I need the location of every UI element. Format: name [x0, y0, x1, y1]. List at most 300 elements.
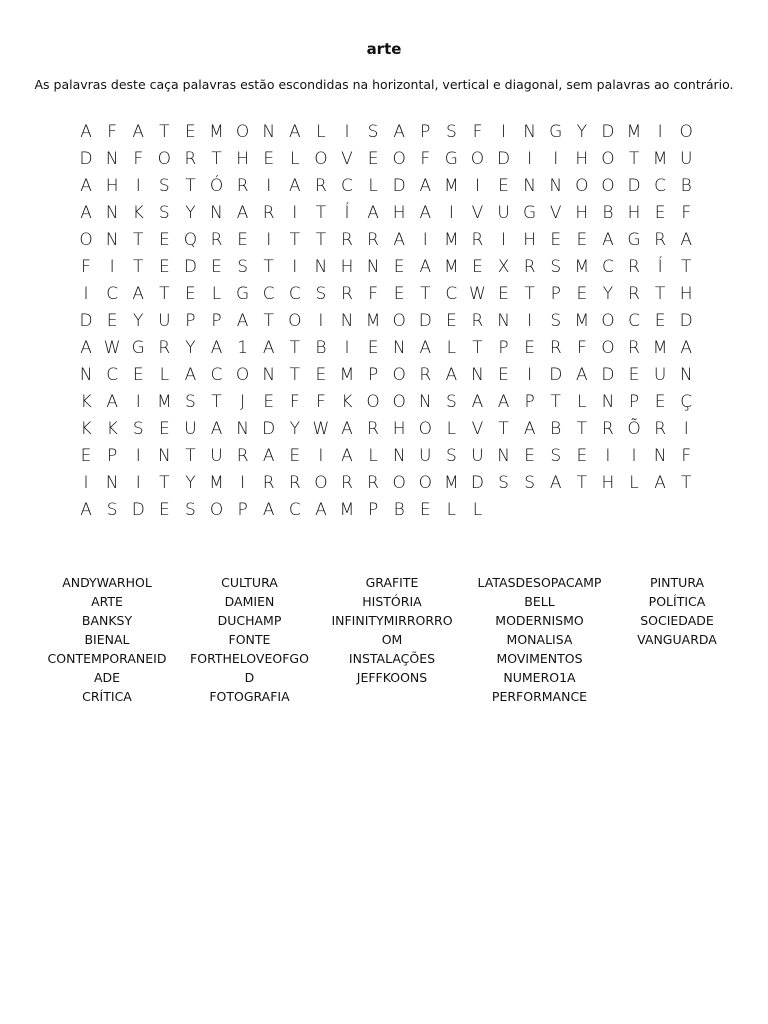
grid-letter: S: [550, 445, 562, 466]
grid-letter: I: [135, 445, 141, 466]
grid-letter: I: [83, 283, 89, 304]
grid-letter: T: [681, 256, 692, 277]
grid-letter: O: [392, 148, 406, 169]
grid-letter: Õ: [627, 418, 641, 439]
grid-letter: N: [497, 445, 510, 466]
grid-letter: N: [471, 364, 484, 385]
grid-letter: F: [107, 121, 118, 142]
grid-letter: E: [315, 364, 327, 385]
word-item: FONTE: [228, 632, 271, 647]
grid-letter: C: [262, 283, 275, 304]
grid-letter: F: [133, 148, 144, 169]
grid-letter: M: [365, 310, 381, 331]
grid-letter: R: [158, 337, 171, 358]
grid-letter: R: [628, 256, 640, 277]
grid-letter: T: [289, 364, 300, 385]
word-item: DAMIEN: [224, 594, 275, 609]
grid-letter: R: [262, 472, 275, 493]
grid-letter: M: [444, 256, 459, 277]
grid-letter: L: [368, 175, 378, 196]
grid-letter: D: [497, 148, 511, 169]
word-item: BELL: [524, 594, 555, 609]
grid-letter: I: [292, 202, 298, 223]
grid-letter: I: [135, 175, 141, 196]
grid-letter: A: [367, 202, 379, 223]
grid-letter: O: [314, 472, 328, 493]
grid-letter: A: [523, 418, 536, 439]
grid-letter: I: [318, 445, 324, 466]
grid-letter: M: [339, 499, 355, 520]
grid-letter: D: [679, 310, 693, 331]
word-item: VANGUARDA: [637, 632, 717, 647]
grid-letter: N: [418, 391, 432, 412]
grid-letter: E: [576, 229, 588, 250]
word-item: ARTE: [91, 594, 123, 609]
grid-letter: T: [159, 121, 170, 142]
grid-letter: H: [679, 283, 693, 304]
grid-letter: E: [289, 445, 301, 466]
grid-letter: M: [652, 337, 668, 358]
grid-letter: S: [185, 499, 196, 520]
grid-letter: R: [184, 148, 197, 169]
grid-letter: T: [654, 283, 666, 304]
grid-letter: C: [210, 364, 223, 385]
grid-letter: E: [445, 310, 457, 331]
grid-letter: L: [577, 391, 587, 412]
grid-letter: A: [419, 256, 432, 277]
grid-letter: E: [393, 256, 405, 277]
grid-letter: L: [290, 148, 300, 169]
grid-letter: D: [601, 121, 615, 142]
grid-letter: T: [133, 229, 144, 250]
word-item: MOVIMENTOS: [496, 651, 583, 666]
grid-letter: O: [157, 148, 172, 169]
grid-letter: Í: [344, 202, 350, 223]
grid-letter: N: [105, 202, 119, 223]
grid-letter: E: [367, 148, 379, 169]
grid-letter: E: [80, 445, 92, 466]
word-list: [42, 573, 732, 706]
grid-letter: K: [132, 202, 144, 223]
word-item: BANKSY: [81, 613, 133, 628]
grid-letter: S: [237, 256, 248, 277]
grid-letter: T: [289, 229, 300, 250]
word-item: GRAFITE: [365, 575, 419, 590]
grid-letter: U: [653, 364, 667, 385]
word-item: PERFORMANCE: [491, 689, 588, 704]
grid-letter: F: [81, 256, 91, 277]
grid-letter: A: [497, 391, 510, 412]
grid-letter: I: [344, 337, 350, 358]
grid-letter: A: [471, 391, 484, 412]
grid-letter: H: [392, 202, 406, 223]
grid-letter: G: [627, 229, 641, 250]
grid-letter: F: [681, 202, 692, 223]
grid-letter: Y: [185, 202, 196, 223]
grid-letter: D: [79, 310, 93, 331]
grid-letter: R: [628, 337, 640, 358]
grid-letter: B: [315, 337, 327, 358]
grid-letter: M: [444, 472, 459, 493]
grid-letter: A: [262, 337, 275, 358]
grid-letter: T: [315, 229, 327, 250]
grid-letter: U: [497, 202, 510, 223]
grid-letter: S: [106, 499, 118, 520]
grid-letter: R: [471, 310, 484, 331]
grid-letter: F: [681, 445, 692, 466]
grid-letter: K: [106, 418, 118, 439]
grid-letter: T: [420, 283, 431, 304]
grid-letter: N: [157, 445, 171, 466]
grid-letter: M: [209, 472, 224, 493]
grid-letter: O: [601, 148, 615, 169]
grid-letter: B: [680, 175, 692, 196]
grid-letter: V: [549, 202, 562, 223]
grid-letter: O: [314, 148, 328, 169]
grid-letter: I: [135, 391, 141, 412]
grid-letter: T: [681, 472, 692, 493]
grid-letter: A: [393, 229, 405, 250]
grid-letter: R: [367, 229, 379, 250]
grid-letter: N: [314, 256, 328, 277]
grid-letter: E: [263, 148, 275, 169]
grid-letter: R: [549, 337, 562, 358]
grid-letter: E: [498, 364, 509, 385]
grid-letter: E: [498, 283, 509, 304]
grid-letter: D: [183, 256, 197, 277]
grid-letter: N: [236, 418, 249, 439]
grid-letter: U: [471, 445, 484, 466]
grid-letter: B: [602, 202, 614, 223]
grid-letter: D: [392, 175, 406, 196]
grid-letter: N: [392, 445, 406, 466]
grid-letter: O: [418, 418, 432, 439]
grid-letter: S: [550, 310, 562, 331]
grid-letter: R: [628, 283, 640, 304]
grid-letter: S: [498, 472, 509, 493]
grid-letter: E: [263, 391, 275, 412]
grid-letter: O: [418, 472, 432, 493]
grid-letter: O: [601, 337, 615, 358]
grid-letter: I: [501, 121, 507, 142]
grid-letter: R: [654, 418, 667, 439]
word-item: INSTALAÇÕES: [348, 651, 436, 666]
word-item: FORTHELOVEOFGO: [190, 651, 309, 666]
grid-letter: R: [367, 418, 379, 439]
grid-letter: I: [266, 229, 272, 250]
grid-letter: F: [289, 391, 300, 412]
grid-letter: U: [210, 445, 223, 466]
word-item: FOTOGRAFIA: [209, 689, 290, 704]
grid-letter: E: [211, 256, 222, 277]
grid-letter: N: [366, 256, 380, 277]
grid-letter: C: [445, 283, 458, 304]
grid-letter: I: [527, 148, 533, 169]
grid-letter: T: [263, 310, 274, 331]
grid-letter: O: [392, 472, 406, 493]
grid-letter: G: [444, 148, 458, 169]
grid-letter: E: [185, 283, 196, 304]
grid-letter: I: [553, 148, 559, 169]
grid-letter: E: [393, 283, 405, 304]
word-item: JEFFKOONS: [356, 670, 428, 685]
grid-letter: P: [498, 337, 509, 358]
grid-letter: M: [156, 391, 172, 412]
grid-letter: A: [236, 202, 249, 223]
grid-letter: O: [366, 391, 380, 412]
word-item: LATASDESOPACAMP: [477, 575, 602, 590]
grid-letter: G: [131, 337, 145, 358]
grid-letter: M: [626, 121, 642, 142]
word-item: CONTEMPORANEID: [47, 651, 167, 666]
grid-letter: N: [601, 391, 615, 412]
grid-letter: A: [132, 121, 145, 142]
grid-letter: D: [79, 148, 93, 169]
grid-letter: W: [312, 418, 330, 439]
grid-letter: I: [448, 202, 454, 223]
grid-letter: F: [368, 283, 378, 304]
word-item: MODERNISMO: [495, 613, 584, 628]
grid-letter: L: [446, 499, 457, 520]
grid-letter: N: [549, 175, 563, 196]
grid-letter: M: [652, 148, 668, 169]
grid-letter: C: [601, 256, 614, 277]
grid-letter: L: [211, 283, 222, 304]
grid-letter: I: [605, 445, 611, 466]
grid-letter: X: [497, 256, 510, 277]
grid-letter: P: [628, 391, 640, 412]
grid-letter: P: [211, 310, 222, 331]
grid-letter: T: [550, 391, 561, 412]
grid-letter: A: [80, 175, 92, 196]
grid-letter: N: [105, 229, 119, 250]
grid-letter: U: [419, 445, 432, 466]
grid-letter: R: [341, 283, 353, 304]
grid-letter: O: [209, 499, 224, 520]
grid-letter: A: [393, 121, 405, 142]
grid-letter: L: [472, 499, 483, 520]
grid-letter: W: [103, 337, 121, 358]
grid-letter: C: [106, 283, 119, 304]
grid-letter: L: [629, 472, 639, 493]
grid-letter: G: [549, 121, 563, 142]
grid-letter: B: [393, 499, 405, 520]
grid-letter: R: [288, 472, 301, 493]
grid-letter: T: [211, 391, 222, 412]
grid-letter: M: [209, 121, 224, 142]
grid-letter: A: [106, 391, 118, 412]
grid-letter: A: [549, 472, 562, 493]
grid-letter: R: [210, 229, 223, 250]
grid-letter: P: [107, 445, 118, 466]
grid-letter: M: [339, 364, 355, 385]
grid-letter: T: [524, 283, 535, 304]
grid-letter: H: [575, 148, 589, 169]
grid-letter: H: [627, 202, 641, 223]
grid-letter: A: [210, 418, 223, 439]
grid-letter: E: [524, 337, 536, 358]
grid-letter: Ó: [209, 175, 224, 196]
grid-letter: I: [266, 175, 272, 196]
grid-letter: E: [576, 283, 588, 304]
grid-letter: P: [550, 283, 561, 304]
grid-letter: H: [575, 202, 589, 223]
grid-letter: I: [318, 310, 324, 331]
grid-letter: P: [420, 121, 431, 142]
grid-letter: O: [470, 148, 485, 169]
grid-letter: E: [367, 337, 379, 358]
grid-letter: U: [158, 310, 171, 331]
grid-letter: R: [471, 229, 484, 250]
grid-letter: A: [288, 121, 301, 142]
word-item: POLÍTICA: [648, 594, 706, 609]
grid-letter: L: [159, 364, 170, 385]
grid-letter: A: [80, 337, 92, 358]
grid-letter: A: [236, 310, 249, 331]
grid-letter: I: [631, 445, 637, 466]
grid-letter: D: [418, 310, 432, 331]
grid-letter: O: [392, 364, 406, 385]
grid-letter: N: [262, 364, 276, 385]
grid-letter: N: [105, 148, 119, 169]
grid-letter: A: [288, 175, 301, 196]
grid-letter: Q: [183, 229, 198, 250]
grid-letter: D: [262, 418, 276, 439]
word-item: OM: [381, 632, 403, 647]
grid-letter: I: [501, 229, 507, 250]
grid-letter: G: [236, 283, 250, 304]
word-item: CULTURA: [221, 575, 278, 590]
grid-letter: C: [288, 499, 301, 520]
grid-letter: A: [419, 337, 432, 358]
grid-letter: P: [524, 391, 535, 412]
grid-letter: I: [474, 175, 480, 196]
grid-letter: U: [679, 148, 693, 169]
word-item: SOCIEDADE: [640, 613, 714, 628]
grid-letter: H: [105, 175, 119, 196]
grid-letter: Y: [289, 418, 300, 439]
grid-letter: A: [315, 499, 327, 520]
grid-letter: E: [106, 310, 118, 331]
grid-letter: Y: [185, 472, 196, 493]
grid-letter: T: [159, 283, 170, 304]
grid-letter: F: [316, 391, 326, 412]
word-column: [185, 573, 315, 706]
grid-letter: L: [316, 121, 326, 142]
grid-letter: I: [657, 121, 663, 142]
grid-letter: A: [132, 283, 145, 304]
grid-letter: O: [235, 364, 250, 385]
grid-letter: G: [523, 202, 537, 223]
grid-letter: N: [392, 337, 406, 358]
grid-letter: S: [445, 121, 457, 142]
grid-letter: D: [627, 175, 641, 196]
grid-letter: R: [523, 256, 536, 277]
grid-letter: T: [628, 148, 640, 169]
grid-letter: O: [679, 121, 693, 142]
word-item: PINTURA: [649, 575, 705, 590]
grid-letter: H: [523, 229, 537, 250]
grid-letter: T: [159, 472, 170, 493]
grid-letter: L: [446, 337, 457, 358]
word-search-grid: [73, 118, 700, 523]
grid-letter: Ç: [680, 391, 693, 412]
grid-letter: E: [158, 499, 170, 520]
grid-letter: R: [341, 472, 353, 493]
grid-letter: R: [654, 229, 667, 250]
grid-letter: E: [654, 310, 666, 331]
word-column: [327, 573, 457, 706]
grid-letter: C: [341, 175, 353, 196]
grid-letter: O: [575, 175, 589, 196]
grid-letter: U: [184, 418, 197, 439]
grid-letter: I: [135, 472, 141, 493]
grid-letter: D: [131, 499, 145, 520]
word-item: HISTÓRIA: [362, 594, 422, 609]
grid-letter: J: [240, 391, 246, 412]
grid-letter: A: [654, 472, 666, 493]
word-item: MONALISA: [506, 632, 573, 647]
grid-letter: O: [235, 121, 250, 142]
word-item: INFINITYMIRRORRO: [331, 613, 453, 628]
grid-letter: C: [654, 175, 667, 196]
grid-letter: E: [158, 256, 170, 277]
grid-letter: E: [550, 229, 562, 250]
grid-letter: R: [314, 175, 327, 196]
word-column: [42, 573, 172, 706]
grid-letter: T: [185, 445, 196, 466]
grid-letter: T: [289, 337, 300, 358]
grid-letter: E: [654, 391, 666, 412]
grid-letter: S: [132, 418, 144, 439]
grid-letter: A: [80, 499, 92, 520]
grid-letter: K: [80, 391, 92, 412]
grid-letter: D: [601, 364, 615, 385]
word-item: DUCHAMP: [217, 613, 282, 628]
grid-letter: M: [444, 175, 459, 196]
grid-letter: P: [367, 364, 379, 385]
grid-letter: N: [679, 364, 693, 385]
grid-letter: I: [683, 418, 689, 439]
grid-letter: R: [236, 445, 249, 466]
grid-letter: H: [340, 256, 354, 277]
grid-letter: P: [185, 310, 196, 331]
grid-letter: O: [288, 310, 302, 331]
grid-letter: Y: [576, 121, 588, 142]
grid-letter: N: [210, 202, 223, 223]
word-item: D: [244, 670, 255, 685]
grid-letter: M: [574, 310, 590, 331]
grid-letter: Y: [602, 283, 614, 304]
grid-letter: A: [419, 202, 432, 223]
instructions-text: As palavras deste caça palavras estão escondidas na horizontal, vertical e diagonal, sem palavras ao contrário.: [34, 77, 734, 92]
grid-letter: A: [262, 499, 275, 520]
grid-letter: T: [263, 256, 274, 277]
grid-letter: E: [185, 121, 196, 142]
grid-letter: T: [576, 472, 588, 493]
grid-letter: O: [392, 391, 406, 412]
grid-letter: M: [574, 256, 590, 277]
word-item: ANDYWARHOL: [62, 575, 152, 590]
grid-letter: I: [83, 472, 89, 493]
grid-letter: P: [237, 499, 248, 520]
grid-letter: M: [444, 229, 459, 250]
grid-letter: A: [341, 445, 353, 466]
grid-letter: D: [549, 364, 563, 385]
grid-letter: S: [524, 472, 536, 493]
grid-letter: E: [654, 202, 666, 223]
grid-letter: A: [80, 202, 92, 223]
